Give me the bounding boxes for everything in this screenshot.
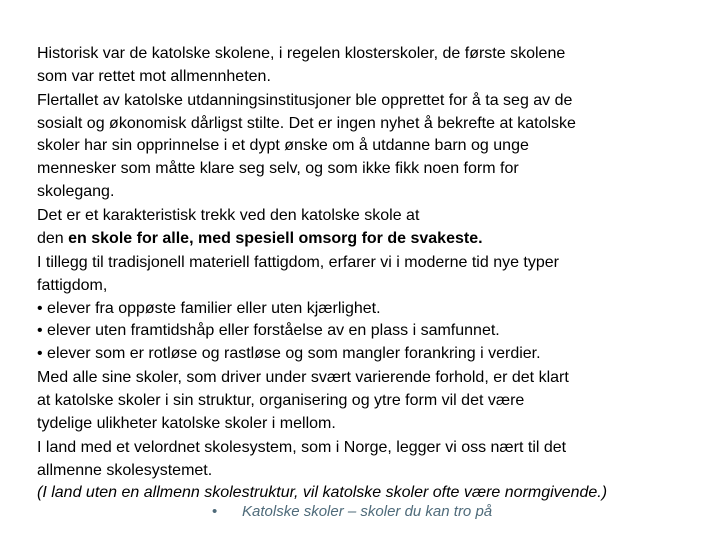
italic-note: (I land uten en allmenn skolestruktur, vil katolske skoler ofte være normgivende.) xyxy=(37,484,608,502)
text-line: at katolske skoler i sin struktur, organisering og ytre form vil det være xyxy=(37,391,525,409)
text-line: sosialt og økonomisk dårligst stilte. Det er ingen nyhet å bekrefte at katolske xyxy=(37,114,576,132)
slide-body xyxy=(37,43,697,505)
text-line-start: den xyxy=(37,229,69,247)
text-line: allmenne skolesystemet. xyxy=(37,461,213,479)
bold-emphasis: en skole for alle, med spesiell omsorg for de svakeste. xyxy=(68,229,483,247)
bullet-item: • elever som er rotløse og rastløse og som mangler forankring i verdier. xyxy=(37,344,541,362)
text-line: tydelige ulikheter katolske skoler i mellom. xyxy=(37,414,336,432)
text-line: Det er et karakteristisk trekk ved den katolske skole at xyxy=(37,207,420,225)
text-line xyxy=(37,482,697,505)
slide-footer xyxy=(212,503,492,520)
text-line: som var rettet mot allmennheten. xyxy=(37,67,271,85)
footer-text: Katolske skoler – skoler du kan tro på xyxy=(242,503,493,520)
bullet-item: • elever uten framtidshåp eller forståelse av en plass i samfunnet. xyxy=(37,322,500,340)
text-line: fattigdom, xyxy=(37,276,108,294)
text-line: I tillegg til tradisjonell materiell fattigdom, erfarer vi i moderne tid nye typer xyxy=(37,254,559,272)
footer-bullet: • xyxy=(212,503,218,520)
text-line: skoler har sin opprinnelse i et dypt ønske om å utdanne barn og unge xyxy=(37,137,529,155)
text-line xyxy=(37,228,697,251)
text-line: mennesker som måtte klare seg selv, og som ikke fikk noen form for xyxy=(37,159,519,177)
text-line: Flertallet av katolske utdanningsinstitusjoner ble opprettet for å ta seg av de xyxy=(37,92,573,110)
bullet-item: • elever fra oppøste familier eller uten kjærlighet. xyxy=(37,299,381,317)
text-line: skolegang. xyxy=(37,182,115,200)
text-line: Med alle sine skoler, som driver under svært varierende forhold, er det klart xyxy=(37,369,569,387)
text-line: Historisk var de katolske skolene, i regelen klosterskoler, de første skolene xyxy=(37,45,566,62)
text-line: I land med et velordnet skolesystem, som i Norge, legger vi oss nært til det xyxy=(37,439,567,457)
